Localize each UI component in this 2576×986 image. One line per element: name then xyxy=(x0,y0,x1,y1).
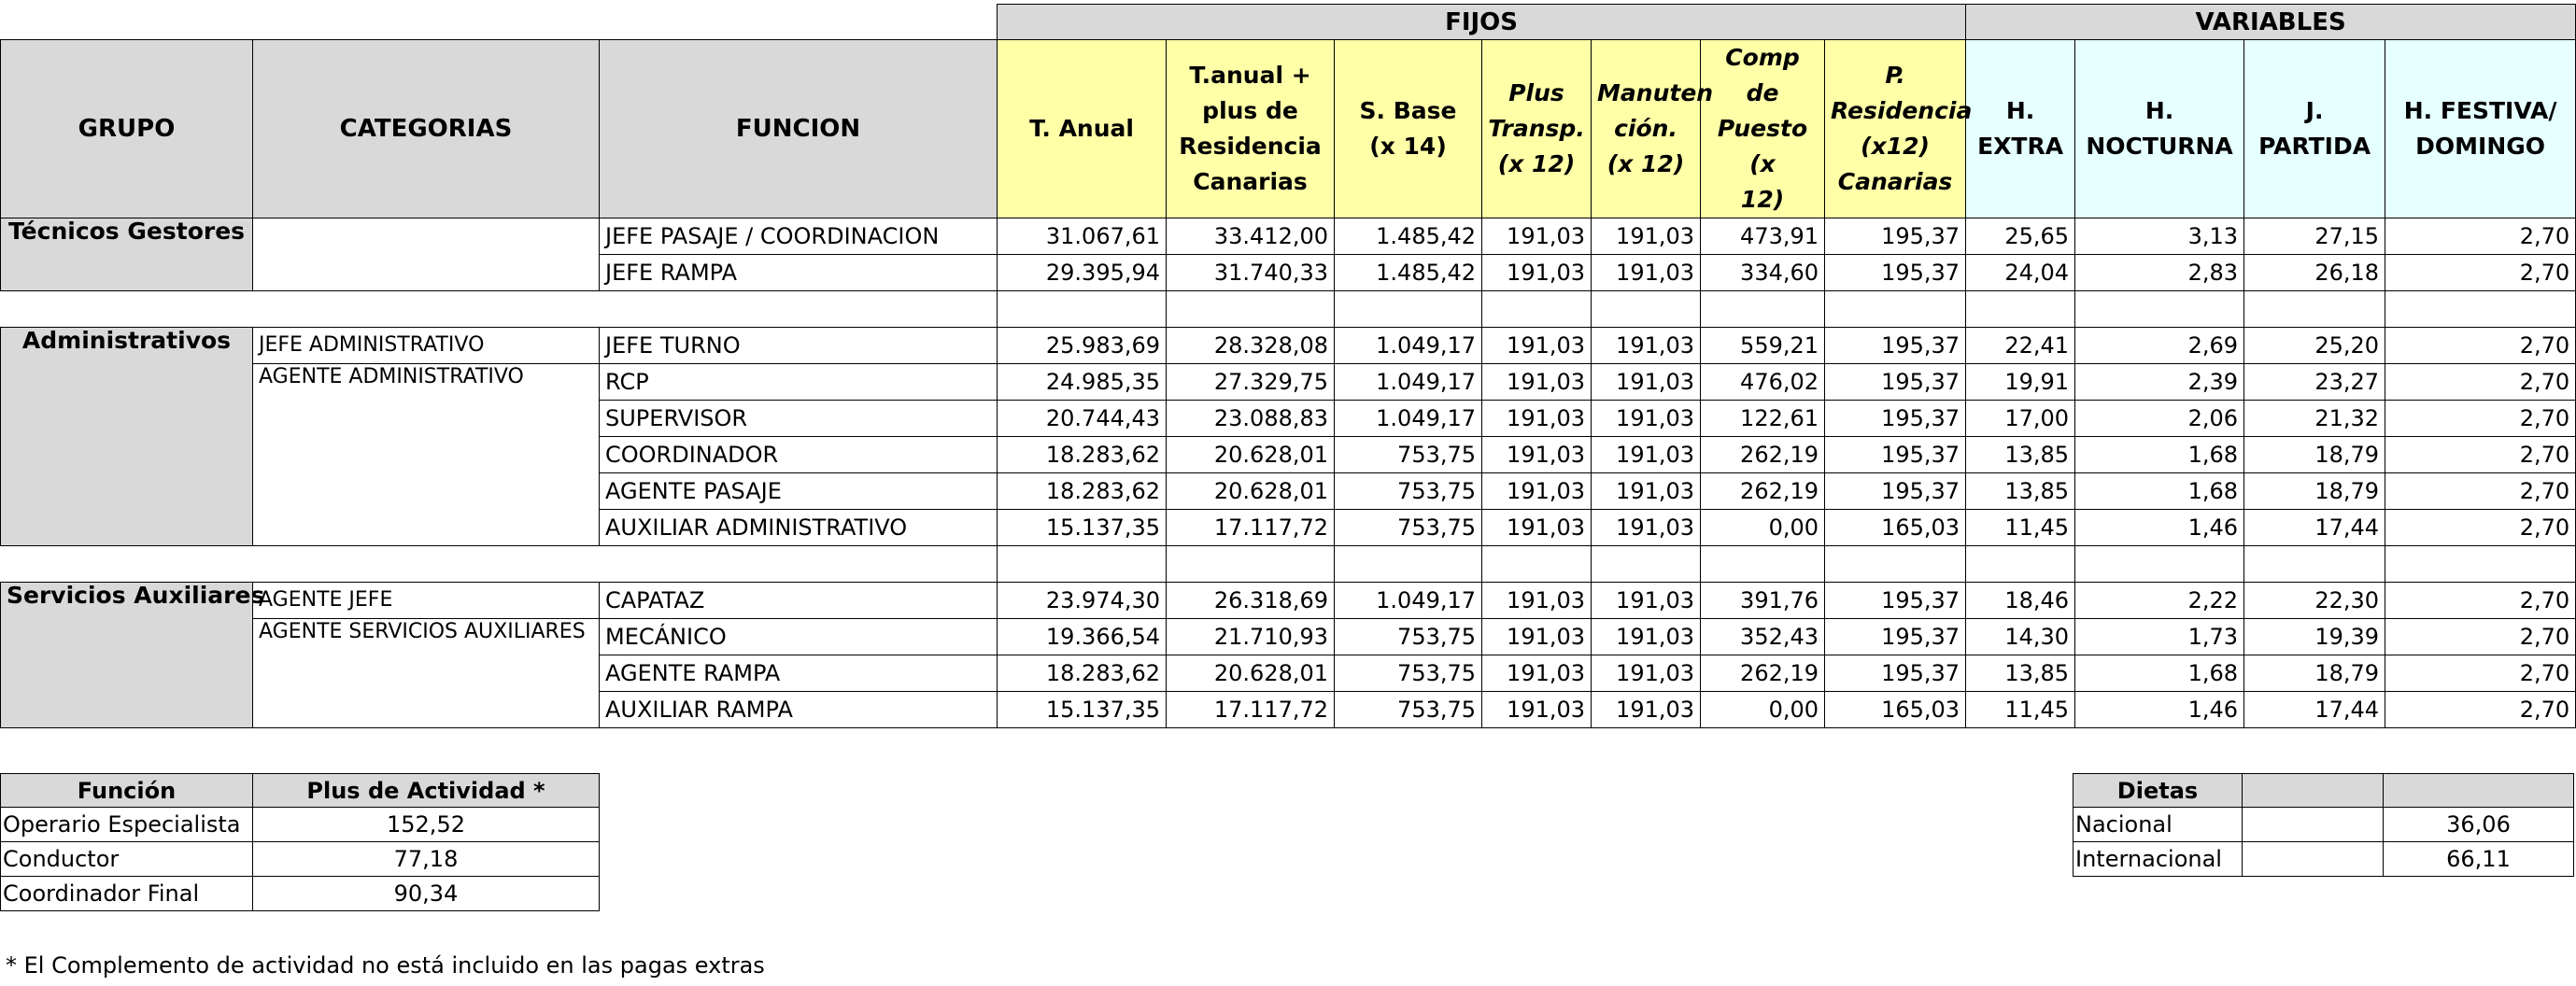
h-festiva-cell: 2,70 xyxy=(2385,583,2576,619)
j-partida-cell: 17,44 xyxy=(2244,510,2385,546)
h-nocturna-cell: 3,13 xyxy=(2075,218,2244,255)
col-funcion: FUNCION xyxy=(600,40,998,218)
h-extra-cell: 18,46 xyxy=(1966,583,2075,619)
manutencion-cell: 191,03 xyxy=(1592,655,1701,692)
plus-funcion: Conductor xyxy=(1,842,253,877)
list-item xyxy=(2074,808,2574,842)
h-extra-cell: 11,45 xyxy=(1966,510,2075,546)
t-anual-cell: 23.974,30 xyxy=(998,583,1167,619)
table-row xyxy=(1,364,2576,401)
fijos-header: FIJOS xyxy=(998,5,1966,40)
residencia-cell: 195,37 xyxy=(1825,437,1966,473)
t-anual-cell: 24.985,35 xyxy=(998,364,1167,401)
t-anual-plus-cell: 17.117,72 xyxy=(1167,692,1335,728)
list-item xyxy=(2074,842,2574,877)
t-anual-plus-cell: 28.328,08 xyxy=(1167,328,1335,364)
manutencion-cell: 191,03 xyxy=(1592,510,1701,546)
col-comp-puesto: Comp de Puesto (x 12) xyxy=(1701,40,1825,218)
s-base-cell: 753,75 xyxy=(1335,473,1482,510)
manutencion-cell: 191,03 xyxy=(1592,218,1701,255)
funcion-cell: CAPATAZ xyxy=(600,583,998,619)
residencia-cell: 165,03 xyxy=(1825,692,1966,728)
j-partida-cell: 19,39 xyxy=(2244,619,2385,655)
comp-puesto-cell: 262,19 xyxy=(1701,655,1825,692)
h-extra-cell: 24,04 xyxy=(1966,255,2075,291)
h-nocturna-cell: 2,83 xyxy=(2075,255,2244,291)
col-manutencion: Manuten ción. (x 12) xyxy=(1592,40,1701,218)
h-nocturna-cell: 2,69 xyxy=(2075,328,2244,364)
plus-transp-cell: 191,03 xyxy=(1482,328,1592,364)
t-anual-cell: 15.137,35 xyxy=(998,692,1167,728)
comp-puesto-cell: 391,76 xyxy=(1701,583,1825,619)
dietas-table xyxy=(2073,773,2574,877)
manutencion-cell: 191,03 xyxy=(1592,692,1701,728)
col-residencia: P. Residencia (x12) Canarias xyxy=(1825,40,1966,218)
variables-header: VARIABLES xyxy=(1966,5,2576,40)
col-categorias: CATEGORIAS xyxy=(253,40,600,218)
t-anual-cell: 31.067,61 xyxy=(998,218,1167,255)
h-festiva-cell: 2,70 xyxy=(2385,619,2576,655)
s-base-cell: 753,75 xyxy=(1335,510,1482,546)
col-grupo: GRUPO xyxy=(1,40,253,218)
h-nocturna-cell: 1,46 xyxy=(2075,510,2244,546)
comp-puesto-cell: 352,43 xyxy=(1701,619,1825,655)
funcion-cell: JEFE RAMPA xyxy=(600,255,998,291)
t-anual-cell: 29.395,94 xyxy=(998,255,1167,291)
h-festiva-cell: 2,70 xyxy=(2385,655,2576,692)
group-servicios: Servicios Auxiliares xyxy=(1,583,253,728)
table-row xyxy=(1,619,2576,655)
col-j-partida: J. PARTIDA xyxy=(2244,40,2385,218)
h-festiva-cell: 2,70 xyxy=(2385,510,2576,546)
j-partida-cell: 18,79 xyxy=(2244,473,2385,510)
h-extra-cell: 11,45 xyxy=(1966,692,2075,728)
plus-transp-cell: 191,03 xyxy=(1482,583,1592,619)
h-nocturna-cell: 1,68 xyxy=(2075,473,2244,510)
plus-transp-cell: 191,03 xyxy=(1482,655,1592,692)
manutencion-cell: 191,03 xyxy=(1592,255,1701,291)
residencia-cell: 195,37 xyxy=(1825,218,1966,255)
t-anual-cell: 15.137,35 xyxy=(998,510,1167,546)
s-base-cell: 1.049,17 xyxy=(1335,401,1482,437)
manutencion-cell: 191,03 xyxy=(1592,437,1701,473)
footnote: * El Complemento de actividad no está incluido en las pagas extras xyxy=(6,952,765,979)
plus-col-funcion: Función xyxy=(1,774,253,808)
funcion-cell: JEFE TURNO xyxy=(600,328,998,364)
residencia-cell: 195,37 xyxy=(1825,328,1966,364)
h-extra-cell: 13,85 xyxy=(1966,437,2075,473)
funcion-cell: RCP xyxy=(600,364,998,401)
residencia-cell: 195,37 xyxy=(1825,619,1966,655)
t-anual-plus-cell: 31.740,33 xyxy=(1167,255,1335,291)
salary-table xyxy=(0,4,2576,728)
t-anual-plus-cell: 23.088,83 xyxy=(1167,401,1335,437)
h-extra-cell: 17,00 xyxy=(1966,401,2075,437)
plus-transp-cell: 191,03 xyxy=(1482,692,1592,728)
t-anual-plus-cell: 26.318,69 xyxy=(1167,583,1335,619)
h-festiva-cell: 2,70 xyxy=(2385,473,2576,510)
h-festiva-cell: 2,70 xyxy=(2385,692,2576,728)
t-anual-plus-cell: 20.628,01 xyxy=(1167,473,1335,510)
plus-transp-cell: 191,03 xyxy=(1482,437,1592,473)
s-base-cell: 753,75 xyxy=(1335,437,1482,473)
col-h-nocturna: H. NOCTURNA xyxy=(2075,40,2244,218)
j-partida-cell: 18,79 xyxy=(2244,655,2385,692)
s-base-cell: 753,75 xyxy=(1335,692,1482,728)
list-item xyxy=(1,842,600,877)
plus-actividad-table xyxy=(0,773,600,911)
funcion-cell: AUXILIAR ADMINISTRATIVO xyxy=(600,510,998,546)
h-extra-cell: 25,65 xyxy=(1966,218,2075,255)
plus-funcion: Operario Especialista xyxy=(1,808,253,842)
t-anual-plus-cell: 33.412,00 xyxy=(1167,218,1335,255)
comp-puesto-cell: 476,02 xyxy=(1701,364,1825,401)
comp-puesto-cell: 122,61 xyxy=(1701,401,1825,437)
comp-puesto-cell: 0,00 xyxy=(1701,692,1825,728)
h-festiva-cell: 2,70 xyxy=(2385,437,2576,473)
comp-puesto-cell: 262,19 xyxy=(1701,473,1825,510)
plus-valor: 77,18 xyxy=(253,842,600,877)
category-cell: AGENTE SERVICIOS AUXILIARES xyxy=(253,619,600,728)
h-festiva-cell: 2,70 xyxy=(2385,364,2576,401)
j-partida-cell: 18,79 xyxy=(2244,437,2385,473)
dietas-title: Dietas xyxy=(2074,774,2243,808)
plus-col-valor: Plus de Actividad * xyxy=(253,774,600,808)
residencia-cell: 195,37 xyxy=(1825,401,1966,437)
t-anual-plus-cell: 21.710,93 xyxy=(1167,619,1335,655)
t-anual-cell: 25.983,69 xyxy=(998,328,1167,364)
s-base-cell: 753,75 xyxy=(1335,655,1482,692)
plus-transp-cell: 191,03 xyxy=(1482,364,1592,401)
category-cell: JEFE ADMINISTRATIVO xyxy=(253,328,600,364)
col-h-extra: H. EXTRA xyxy=(1966,40,2075,218)
manutencion-cell: 191,03 xyxy=(1592,473,1701,510)
s-base-cell: 1.049,17 xyxy=(1335,364,1482,401)
h-festiva-cell: 2,70 xyxy=(2385,401,2576,437)
residencia-cell: 195,37 xyxy=(1825,583,1966,619)
manutencion-cell: 191,03 xyxy=(1592,401,1701,437)
h-nocturna-cell: 2,22 xyxy=(2075,583,2244,619)
t-anual-plus-cell: 20.628,01 xyxy=(1167,437,1335,473)
group-administrativos: Administrativos xyxy=(1,328,253,546)
plus-transp-cell: 191,03 xyxy=(1482,619,1592,655)
residencia-cell: 165,03 xyxy=(1825,510,1966,546)
h-nocturna-cell: 2,39 xyxy=(2075,364,2244,401)
plus-transp-cell: 191,03 xyxy=(1482,218,1592,255)
group-tecnicos: Técnicos Gestores xyxy=(1,218,253,291)
plus-valor: 152,52 xyxy=(253,808,600,842)
j-partida-cell: 26,18 xyxy=(2244,255,2385,291)
funcion-cell: AGENTE RAMPA xyxy=(600,655,998,692)
dietas-valor: 66,11 xyxy=(2384,842,2574,877)
t-anual-cell: 18.283,62 xyxy=(998,655,1167,692)
t-anual-cell: 20.744,43 xyxy=(998,401,1167,437)
table-row xyxy=(1,218,2576,255)
col-plus-transp: Plus Transp. (x 12) xyxy=(1482,40,1592,218)
h-extra-cell: 13,85 xyxy=(1966,655,2075,692)
plus-valor: 90,34 xyxy=(253,877,600,911)
comp-puesto-cell: 473,91 xyxy=(1701,218,1825,255)
list-item xyxy=(1,808,600,842)
funcion-cell: SUPERVISOR xyxy=(600,401,998,437)
comp-puesto-cell: 334,60 xyxy=(1701,255,1825,291)
h-festiva-cell: 2,70 xyxy=(2385,255,2576,291)
plus-transp-cell: 191,03 xyxy=(1482,401,1592,437)
h-extra-cell: 13,85 xyxy=(1966,473,2075,510)
manutencion-cell: 191,03 xyxy=(1592,619,1701,655)
spacer-row xyxy=(1,291,2576,328)
t-anual-plus-cell: 27.329,75 xyxy=(1167,364,1335,401)
dietas-label: Internacional xyxy=(2074,842,2243,877)
residencia-cell: 195,37 xyxy=(1825,364,1966,401)
t-anual-plus-cell: 17.117,72 xyxy=(1167,510,1335,546)
comp-puesto-cell: 0,00 xyxy=(1701,510,1825,546)
col-h-festiva: H. FESTIVA/ DOMINGO xyxy=(2385,40,2576,218)
j-partida-cell: 27,15 xyxy=(2244,218,2385,255)
h-nocturna-cell: 2,06 xyxy=(2075,401,2244,437)
plus-transp-cell: 191,03 xyxy=(1482,255,1592,291)
h-nocturna-cell: 1,68 xyxy=(2075,437,2244,473)
funcion-cell: AUXILIAR RAMPA xyxy=(600,692,998,728)
j-partida-cell: 17,44 xyxy=(2244,692,2385,728)
s-base-cell: 1.049,17 xyxy=(1335,328,1482,364)
plus-transp-cell: 191,03 xyxy=(1482,510,1592,546)
residencia-cell: 195,37 xyxy=(1825,655,1966,692)
manutencion-cell: 191,03 xyxy=(1592,364,1701,401)
col-t-anual-plus: T.anual + plus de Residencia Canarias xyxy=(1167,40,1335,218)
spacer-row xyxy=(1,546,2576,583)
j-partida-cell: 21,32 xyxy=(2244,401,2385,437)
s-base-cell: 753,75 xyxy=(1335,619,1482,655)
manutencion-cell: 191,03 xyxy=(1592,583,1701,619)
h-festiva-cell: 2,70 xyxy=(2385,218,2576,255)
manutencion-cell: 191,03 xyxy=(1592,328,1701,364)
h-festiva-cell: 2,70 xyxy=(2385,328,2576,364)
h-extra-cell: 22,41 xyxy=(1966,328,2075,364)
table-row xyxy=(1,328,2576,364)
col-s-base: S. Base (x 14) xyxy=(1335,40,1482,218)
table-row xyxy=(1,583,2576,619)
funcion-cell: AGENTE PASAJE xyxy=(600,473,998,510)
col-t-anual: T. Anual xyxy=(998,40,1167,218)
t-anual-cell: 18.283,62 xyxy=(998,437,1167,473)
j-partida-cell: 23,27 xyxy=(2244,364,2385,401)
h-extra-cell: 19,91 xyxy=(1966,364,2075,401)
j-partida-cell: 25,20 xyxy=(2244,328,2385,364)
category-cell: AGENTE ADMINISTRATIVO xyxy=(253,364,600,546)
h-nocturna-cell: 1,68 xyxy=(2075,655,2244,692)
t-anual-cell: 19.366,54 xyxy=(998,619,1167,655)
comp-puesto-cell: 262,19 xyxy=(1701,437,1825,473)
funcion-cell: JEFE PASAJE / COORDINACION xyxy=(600,218,998,255)
t-anual-cell: 18.283,62 xyxy=(998,473,1167,510)
s-base-cell: 1.485,42 xyxy=(1335,218,1482,255)
list-item xyxy=(1,877,600,911)
s-base-cell: 1.049,17 xyxy=(1335,583,1482,619)
residencia-cell: 195,37 xyxy=(1825,473,1966,510)
plus-transp-cell: 191,03 xyxy=(1482,473,1592,510)
plus-funcion: Coordinador Final xyxy=(1,877,253,911)
h-nocturna-cell: 1,73 xyxy=(2075,619,2244,655)
h-extra-cell: 14,30 xyxy=(1966,619,2075,655)
s-base-cell: 1.485,42 xyxy=(1335,255,1482,291)
comp-puesto-cell: 559,21 xyxy=(1701,328,1825,364)
t-anual-plus-cell: 20.628,01 xyxy=(1167,655,1335,692)
dietas-valor: 36,06 xyxy=(2384,808,2574,842)
funcion-cell: COORDINADOR xyxy=(600,437,998,473)
category-cell: AGENTE JEFE xyxy=(253,583,600,619)
residencia-cell: 195,37 xyxy=(1825,255,1966,291)
funcion-cell: MECÁNICO xyxy=(600,619,998,655)
category-cell xyxy=(253,218,600,291)
j-partida-cell: 22,30 xyxy=(2244,583,2385,619)
h-nocturna-cell: 1,46 xyxy=(2075,692,2244,728)
dietas-label: Nacional xyxy=(2074,808,2243,842)
